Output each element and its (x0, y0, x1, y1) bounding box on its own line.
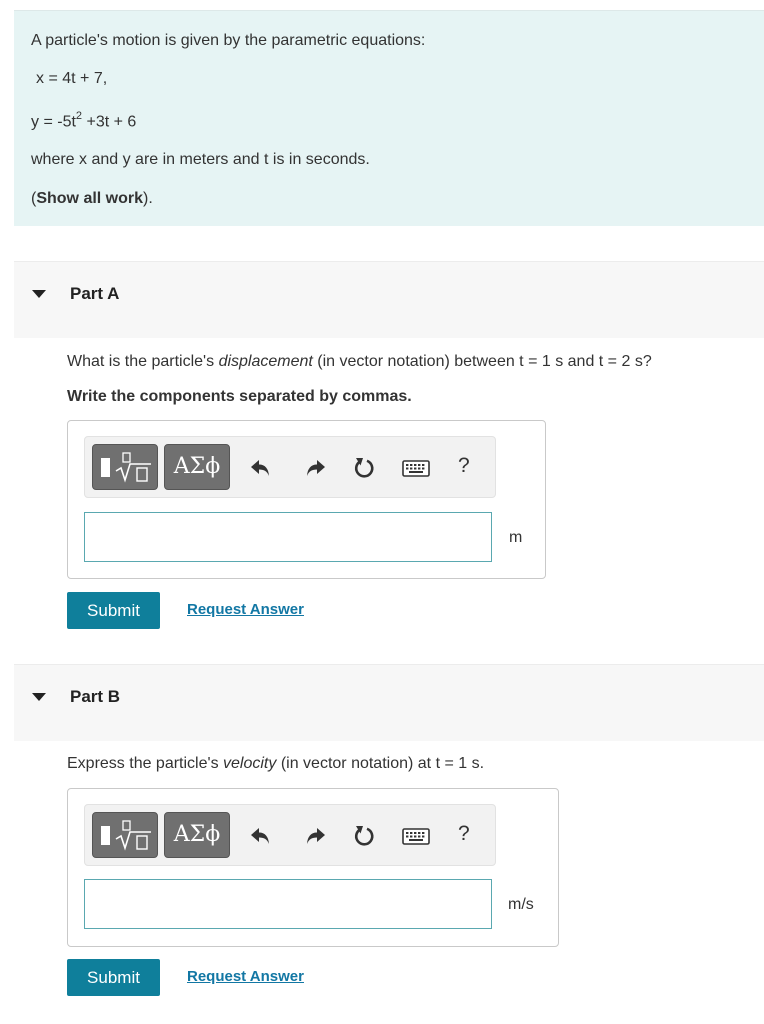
part-b-header[interactable] (14, 664, 764, 741)
part-b-answer-input[interactable] (84, 879, 492, 929)
math-toolbar (84, 436, 496, 498)
radical-template-icon (113, 818, 153, 852)
help-icon[interactable]: ? (458, 822, 470, 845)
part-a-submit-button[interactable]: Submit (67, 592, 160, 629)
reset-icon[interactable] (351, 823, 377, 849)
part-b-unit: m/s (508, 896, 534, 913)
greek-symbols-button[interactable]: ΑΣϕ (164, 444, 230, 490)
equation-x: x = 4t + 7, (36, 70, 108, 87)
part-b-title: Part B (70, 687, 121, 706)
undo-icon[interactable] (248, 455, 274, 481)
problem-statement (14, 10, 764, 226)
units-note: where x and y are in meters and t is in seconds. (31, 151, 370, 168)
redo-icon[interactable] (302, 455, 328, 481)
templates-button[interactable] (92, 812, 158, 858)
math-toolbar (84, 804, 496, 866)
equation-y: $y = -5t^2 +3t + 6$ (31, 110, 137, 131)
part-a-header[interactable] (14, 261, 764, 338)
help-icon[interactable]: ? (458, 454, 470, 477)
part-a-request-answer-link[interactable]: Request Answer (187, 601, 304, 618)
undo-icon[interactable] (248, 823, 274, 849)
part-a-answer-input[interactable] (84, 512, 492, 562)
part-b-submit-button[interactable]: Submit (67, 959, 160, 996)
redo-icon[interactable] (302, 823, 328, 849)
radical-template-icon (113, 450, 153, 484)
part-a-answer-box (67, 420, 546, 579)
part-b-answer-box (67, 788, 559, 947)
greek-symbols-button[interactable]: ΑΣϕ (164, 812, 230, 858)
reset-icon[interactable] (351, 455, 377, 481)
keyboard-icon[interactable] (402, 455, 430, 481)
intro-text: A particle's motion is given by the parametric equations: (31, 32, 426, 49)
part-a-question: What is the particle's displacement (in vector notation) between t = 1 s and t = 2 s? (67, 353, 652, 370)
part-a-title: Part A (70, 284, 120, 303)
part-b-request-answer-link[interactable]: Request Answer (187, 968, 304, 985)
templates-button[interactable] (92, 444, 158, 490)
part-a-instruction: Write the components separated by commas. (67, 388, 412, 405)
collapse-caret-icon[interactable] (32, 290, 46, 298)
collapse-caret-icon[interactable] (32, 693, 46, 701)
show-work-note: (Show all work). (31, 190, 153, 207)
part-b-question: Express the particle's velocity (in vector notation) at t = 1 s. (67, 755, 485, 772)
part-a-unit: m (509, 529, 523, 546)
keyboard-icon[interactable] (402, 823, 430, 849)
